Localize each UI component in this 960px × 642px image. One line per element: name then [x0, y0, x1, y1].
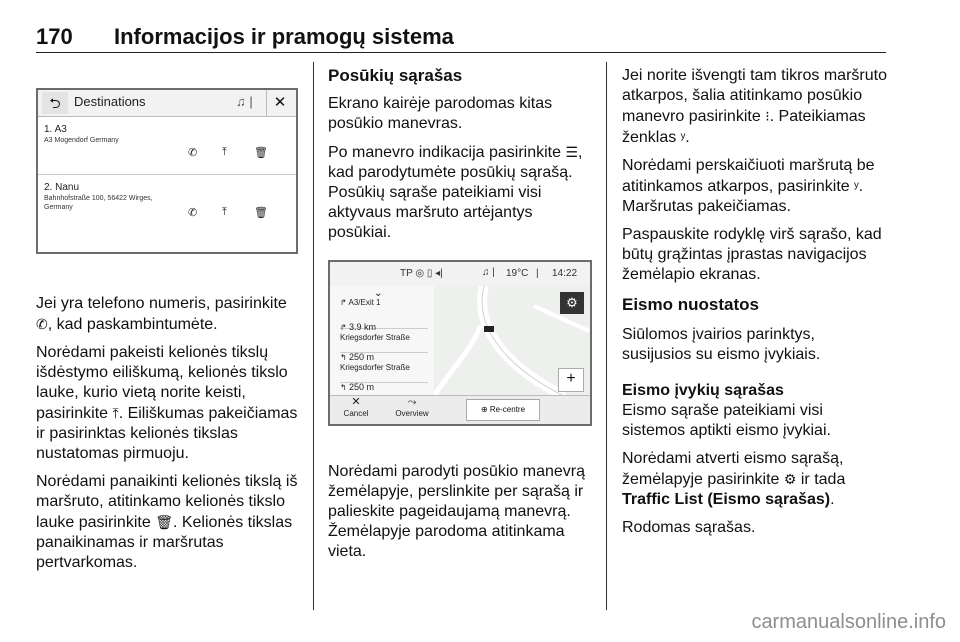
paragraph: Rodomas sąrašas. [622, 519, 756, 536]
page-title: Informacijos ir pramogų sistema [114, 24, 454, 49]
destination-label: 1. A3 [44, 124, 67, 135]
close-icon: ✕ [351, 396, 361, 408]
screen-title: Destinations [74, 94, 146, 109]
list-item: ↰ 250 m Kriegsdorfer Straße [340, 352, 428, 383]
turn-arrow-icon: ↱ [340, 323, 347, 332]
list-divider [38, 174, 296, 175]
more-options-icon: ⁝ [765, 108, 770, 124]
move-to-top-icon: ⤒ [222, 146, 227, 158]
destination-address: A3 Mogendorf Germany [44, 137, 119, 144]
paragraph: Paspauskite rodyklę virš sąrašo, kad būtų grąžintas įprastas navigacijos žemėlapio ekranas. [622, 226, 882, 283]
destination-address-line: Bahnhofstraße 100, 56422 Wirges, [44, 195, 153, 202]
bottom-toolbar [330, 395, 590, 424]
list-icon: ☰ [565, 144, 579, 160]
recentre-button: ⊕ Re-centre [466, 399, 540, 421]
subsection-heading: Eismo įvykių sąrašas [622, 382, 784, 399]
phone-icon: ✆ [188, 207, 198, 219]
destinations-screenshot [36, 88, 298, 254]
status-bar: TP ◎ ▯ ◂| ♫ | 19°C | 14:22 [330, 262, 590, 287]
turn-list-screenshot [328, 260, 592, 426]
paragraph: Jei norite išvengti tam tikros maršruto atkarpos, šalia atitinkamo posūkio manevro pasirinkite ⁝. Pateikiamas ženklas ʸ. [622, 67, 887, 146]
move-to-top-icon: ⤒ [222, 206, 227, 218]
paragraph: Norėdami perskaičiuoti maršrutą be atitinkamos atkarpos, pasirinkite ʸ. Maršrutas pakeičiamas. [622, 157, 875, 215]
list-item: ↱ 3.9 km Kriegsdorfer Straße [340, 322, 428, 353]
page-header [36, 14, 886, 53]
status-icons: TP ◎ ▯ ◂| [400, 268, 443, 279]
turn-arrow-icon: ↰ [340, 353, 347, 362]
destination-label: 2. Nanu [44, 182, 80, 193]
paragraph: Eismo sąraše pateikiami visi sistemos aptikti eismo įvykiai. [622, 402, 831, 439]
back-arrow-icon: ⮌ [42, 92, 68, 114]
column-left [36, 294, 300, 581]
paragraph: Norėdami pakeisti kelionės tikslų išdėstymo eiliškumą, kelionės tikslo lauke, kurio vietą norite keisti, pasirinkite ⤒. Eiliškumas pakeičiamas ir pasirinktas kelionės tikslas nustatomas pirmuoju. [36, 344, 298, 462]
destination-entry [44, 124, 119, 145]
cancel-button: ✕ Cancel [336, 396, 376, 424]
destination-address-line: Germany [44, 204, 73, 211]
crosshair-icon: ⊕ [480, 405, 488, 414]
section-heading: Posūkių sąrašas [328, 66, 463, 85]
avoid-icon: ʸ [854, 178, 859, 194]
paragraph: Ekrano kairėje parodomas kitas posūkio manevras. [328, 95, 553, 132]
turn-arrow-icon: ↰ [340, 383, 347, 392]
column-middle [328, 66, 592, 251]
section-heading: Eismo nuostatos [622, 295, 759, 314]
destination-entry [44, 182, 153, 212]
turn-arrow-icon: ↱ [340, 298, 347, 307]
paragraph: Jei yra telefono numeris, pasirinkite ✆, kad paskambintumėte. [36, 295, 287, 333]
move-to-top-icon: ⤒ [112, 405, 119, 421]
music-note-icon: ♫ | [236, 94, 253, 109]
avoid-icon: ʸ [680, 129, 686, 145]
column-divider [606, 62, 607, 610]
paragraph: Norėdami panaikinti kelionės tikslą iš maršruto, atitinkamo kelionės tikslo lauke pasirinkite 🗑. Kelionės tikslas panaikinamas ir maršrutas pertvarkomas. [36, 473, 298, 571]
page-number: 170 [36, 24, 73, 49]
temperature: 19°C [506, 268, 529, 279]
overview-button: ⤳ Overview [386, 396, 438, 424]
column-middle-bottom [328, 462, 594, 570]
gear-icon: ⚙ [560, 292, 584, 314]
turn-list [330, 286, 434, 396]
trash-icon: 🗑 [155, 514, 173, 530]
screen-title-bar [38, 90, 296, 117]
column-right [622, 66, 888, 546]
list-item: ↰ 250 m [340, 382, 374, 392]
route-icon: ⤳ [407, 396, 417, 408]
phone-icon: ✆ [188, 147, 198, 159]
column-divider [313, 62, 314, 610]
paragraph: Norėdami parodyti posūkio manevrą žemėlapyje, perslinkite per sąrašą ir palieskite pageidaujamą manevrą. Žemėlapyje parodoma atitinkama vieta. [328, 463, 586, 560]
paragraph: Po manevro indikacija pasirinkite ☰, kad parodytumėte posūkių sąrašą. Posūkių sąraše pateikiami visi aktyvaus maršruto artėjantys posūkiai. [328, 144, 583, 241]
list-item: ↱ A3/Exit 1 [340, 298, 428, 329]
phone-icon: ✆ [36, 316, 48, 332]
watermark: carmanualsonline.info [751, 611, 946, 633]
chevron-down-icon: ⌄ [374, 288, 383, 299]
clock: 14:22 [552, 268, 578, 279]
zoom-in-icon: + [558, 368, 584, 392]
trash-icon: 🗑 [254, 147, 268, 159]
close-icon: ✕ [266, 90, 293, 116]
settings-icon: ⚙ [783, 471, 797, 487]
trash-icon: 🗑 [254, 207, 268, 219]
music-note-icon: ♫ | [482, 267, 495, 278]
paragraph: Siūlomos įvairios parinktys, susijusios su eismo įvykiais. [622, 326, 821, 363]
paragraph: Norėdami atverti eismo sąrašą, žemėlapyje pasirinkite ⚙ ir tada Traffic List (Eismo sąrašas). [622, 450, 846, 508]
